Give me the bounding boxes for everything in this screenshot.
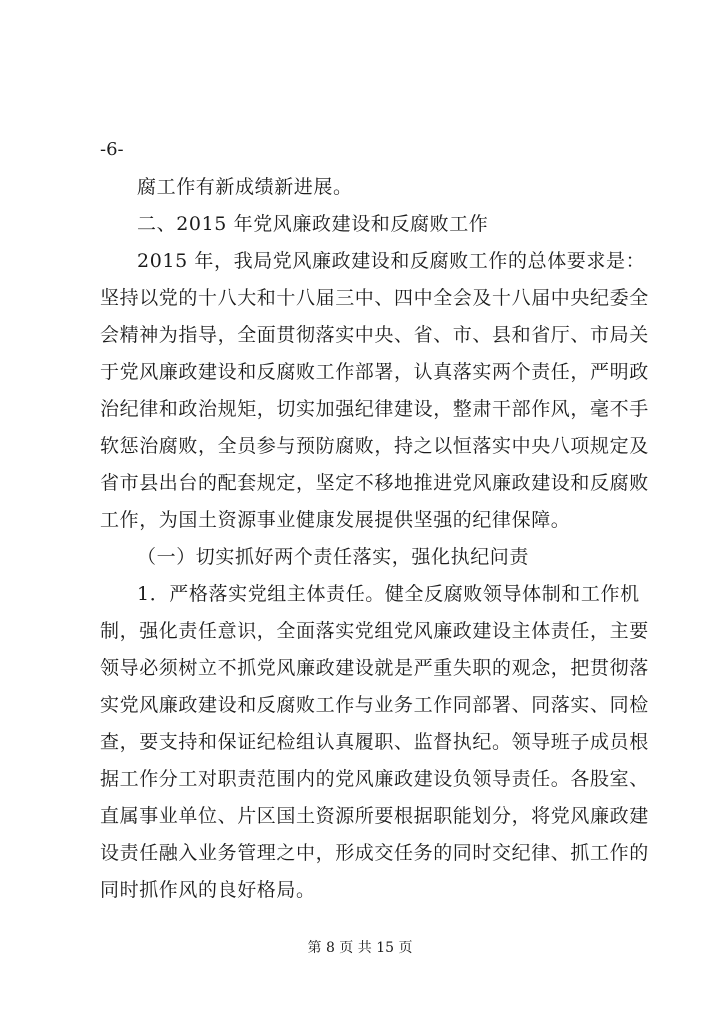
body-text-line-1: 腐工作有新成绩新进展。 <box>137 176 353 198</box>
body-text-line-14: 领导必须树立不抓党风廉政建设就是严重失职的观念，把贯彻落 <box>100 657 649 679</box>
body-text-line-15: 实党风廉政建设和反腐败工作与业务工作同部署、同落实、同检 <box>100 694 649 716</box>
subsection-heading: （一）切实抓好两个责任落实，强化执纪问责 <box>137 546 530 568</box>
body-text-line-19: 设责任融入业务管理之中，形成交任务的同时交纪律、抓工作的 <box>100 842 649 864</box>
body-text-line-18: 直属事业单位、片区国土资源所要根据职能划分，将党风廉政建 <box>100 805 649 827</box>
body-text-line-3: 2015 年，我局党风廉政建设和反腐败工作的总体要求是： <box>137 250 646 272</box>
body-text-line-4: 坚持以党的十八大和十八届三中、四中全会及十八届中央纪委全 <box>100 287 649 309</box>
body-text-line-8: 软惩治腐败，全员参与预防腐败，持之以恒落实中央八项规定及 <box>100 435 649 457</box>
body-text-line-5: 会精神为指导，全面贯彻落实中央、省、市、县和省厅、市局关 <box>100 324 649 346</box>
body-text-line-9: 省市县出台的配套规定，坚定不移地推进党风廉政建设和反腐败 <box>100 472 649 494</box>
body-text-line-10: 工作，为国土资源事业健康发展提供坚强的纪律保障。 <box>100 509 571 531</box>
page-footer: 第 8 页 共 15 页 <box>307 940 413 956</box>
page-marker: -6- <box>100 139 124 160</box>
body-text-line-16: 查，要支持和保证纪检组认真履职、监督执纪。领导班子成员根 <box>100 731 649 753</box>
section-heading: 二、2015 年党风廉政建设和反腐败工作 <box>137 213 489 235</box>
body-text-line-12: 1．严格落实党组主体责任。健全反腐败领导体制和工作机 <box>137 583 640 605</box>
body-text-line-20: 同时抓作风的良好格局。 <box>100 879 316 901</box>
body-text-line-7: 治纪律和政治规矩，切实加强纪律建设，整肃干部作风，毫不手 <box>100 398 649 420</box>
body-text-line-13: 制，强化责任意识，全面落实党组党风廉政建设主体责任，主要 <box>100 620 649 642</box>
body-text-line-6: 于党风廉政建设和反腐败工作部署，认真落实两个责任，严明政 <box>100 361 649 383</box>
body-text-line-17: 据工作分工对职责范围内的党风廉政建设负领导责任。各股室、 <box>100 768 649 790</box>
